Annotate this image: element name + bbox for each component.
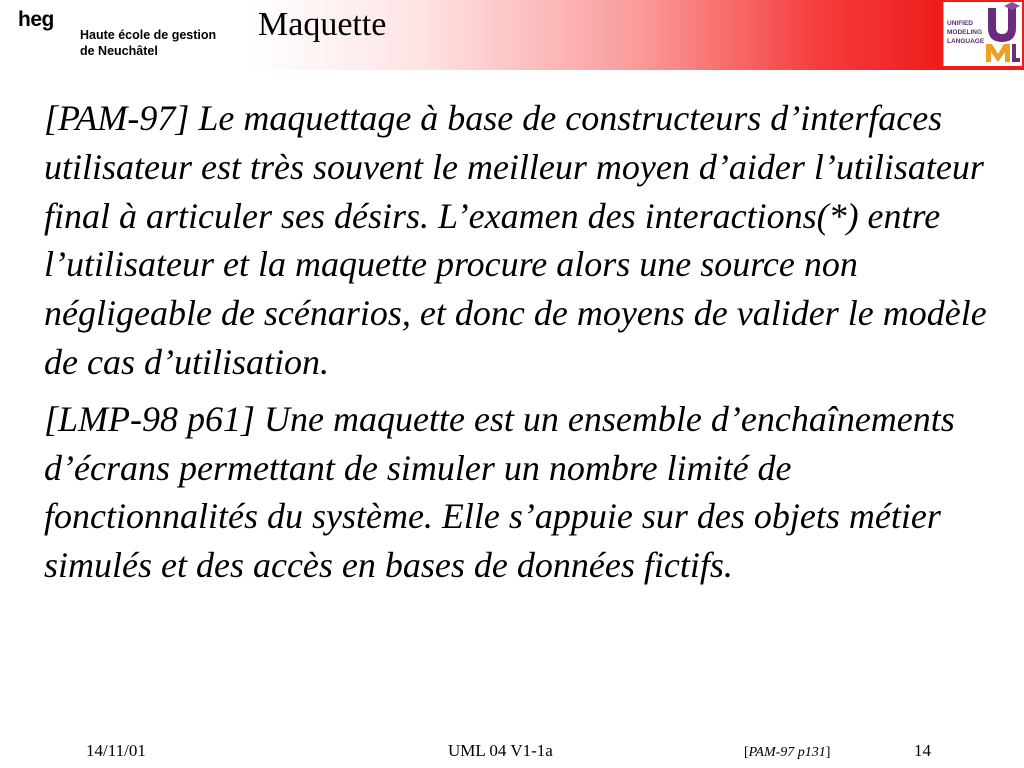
uml-logo (943, 2, 1022, 66)
slide-header (0, 0, 1024, 70)
reference-text: PAM-97 p131 (748, 745, 826, 760)
uml-logo-line3: LANGUAGE (947, 38, 985, 45)
uml-logo-line1: UNIFIED (947, 20, 973, 27)
paragraph-lmp98: [LMP-98 p61] Une maquette est un ensemble d’enchaînements d’écrans permettant de simuler un nombre limité de fonctionnalités du système. Elle s’appuie sur des objets métier simulés et des accès en bases de données fictifs. (44, 398, 955, 586)
paragraph-pam97: [PAM-97] Le maquettage à base de constructeurs d’interfaces utilisateur est très souvent le meilleur moyen d’aider l’utilisateur final à articuler ses désirs. L’examen des interactions(*) entre l’utilisateur et la maquette procure alors une source non négligeable de scénarios, et donc de moyens de valider le modèle de cas d’utilisation. (44, 98, 987, 382)
school-name-line1: Haute école de gestion (80, 28, 217, 42)
slide-title: Maquette (258, 6, 387, 43)
reference-close-bracket: ] (825, 745, 831, 760)
uml-logo-text (947, 19, 987, 46)
footer-course: UML 04 V1-1a (448, 741, 553, 760)
uml-logo-line2: MODELING (947, 29, 983, 36)
reference-open-bracket: [ (744, 745, 749, 760)
school-name-line2: de Neuchâtel (80, 44, 158, 58)
school-name (80, 27, 250, 59)
heg-logo: heg (18, 8, 54, 31)
footer-reference (744, 745, 830, 761)
footer-date: 14/11/01 (86, 741, 146, 760)
slide-body (44, 94, 1004, 598)
footer-page-number: 14 (914, 741, 931, 760)
